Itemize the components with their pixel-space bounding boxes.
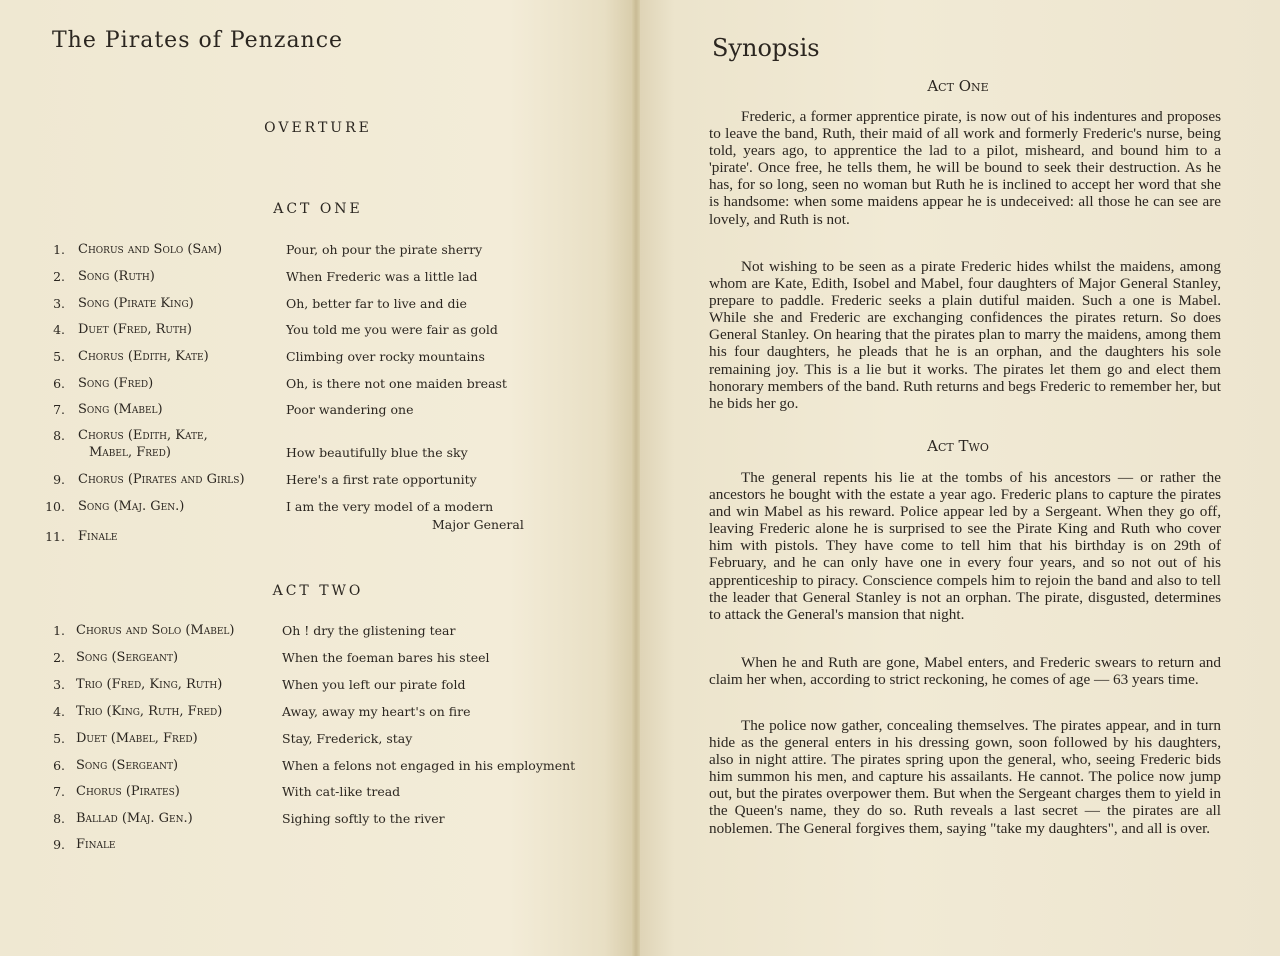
list-item [0,811,636,829]
item-number: 11. [45,529,65,544]
item-number: 1. [53,242,65,257]
item-number: 5. [53,731,65,746]
list-item [0,677,636,695]
synopsis-paragraph: Not wishing to be seen as a pirate Frederic hides whilst the maidens, among whom are Kate, Edith, Isobel and Mabel, four daughters of Major General Stanley, prepare to paddle. Frederic seeks a plain dutiful maiden. Such a one is Mabel. While she and Frederic are exchanging confidences the pirates return. So does General Stanley. On hearing that the pirates plan to marry the maidens, among them his four daughters, he pleads that he is an orphan, and the daughters his sole remaining joy. This is a lie but it works. The pirates let them go and elect them honorary members of the band. Ruth returns and begs Frederic to remember her, but he bids her go. [709,258,1221,412]
act-one-heading: ACT ONE [273,201,363,217]
item-name: Duet (Fred, Ruth) [78,322,192,337]
item-number: 3. [53,677,65,692]
item-number: 7. [53,784,65,799]
item-name: Chorus (Edith, Kate) [78,349,209,364]
list-item [0,269,636,287]
item-name: Song (Mabel) [78,402,163,417]
item-number: 8. [53,811,65,826]
item-song: Here's a first rate opportunity [286,472,477,487]
item-name: Chorus and Solo (Mabel) [76,623,235,638]
item-number: 7. [53,402,65,417]
item-name: Duet (Mabel, Fred) [76,731,198,746]
synopsis-paragraph: When he and Ruth are gone, Mabel enters, and Frederic swears to return and claim her when, according to strict reckoning, he comes of age — 63 years time. [709,654,1221,689]
list-item [0,529,636,547]
item-name: Trio (King, Ruth, Fred) [76,704,223,719]
item-name: Song (Maj. Gen.) [78,499,185,514]
item-name: Chorus and Solo (Sam) [78,242,223,257]
item-song: Away, away my heart's on fire [282,704,471,719]
item-song: I am the very model of a modern [286,499,494,514]
item-number: 9. [53,472,65,487]
item-number: 2. [53,650,65,665]
act-two-heading: ACT TWO [272,583,364,599]
item-name: Chorus (Pirates and Girls) [78,472,245,487]
item-song: When the foeman bares his steel [282,650,490,665]
item-name-continued: Mabel, Fred) [89,445,171,460]
list-item [0,376,636,394]
item-song: Oh, is there not one maiden breast [286,376,507,391]
item-song: Stay, Frederick, stay [282,731,413,746]
item-song: You told me you were fair as gold [286,322,498,337]
item-number: 1. [53,623,65,638]
synopsis-paragraph: Frederic, a former apprentice pirate, is now out of his indentures and proposes to leave the band, Ruth, their maid of all work and formerly Frederic's nurse, being told, years ago, to apprentice the lad to a pilot, misheard, and bound him to a 'pirate'. Once free, he tells them, he will be bound to seek their destruction. As he has, for so long, seen no woman but Ruth he is inclined to accept her word that she is handsome: when some maidens appear he is undeceived: all those he can see are lovely, and Ruth is not. [709,108,1221,228]
list-item-continued [0,445,636,463]
item-song: Poor wandering one [286,402,414,417]
item-number: 4. [53,704,65,719]
item-song: When Frederic was a little lad [286,269,478,284]
list-item [0,704,636,722]
list-item [0,623,636,641]
item-number: 8. [53,428,65,443]
item-name: Song (Fred) [78,376,154,391]
list-item [0,472,636,490]
item-name: Chorus (Pirates) [76,784,180,799]
item-name: Finale [78,529,118,544]
synopsis-paragraph: The police now gather, concealing themselves. The pirates appear, and in turn hide as the general enters in his dressing gown, soon followed by his daughters, also in night attire. The pirates spring upon the general, who, seeing Frederic bids him summon his men, and capture his assailants. He cannot. The police now jump out, but the pirates overpower them. But when the Sergeant charges them to yield in the Queen's name, they do so. Ruth reveals a last secret — the pirates are all noblemen. The General forgives them, saying "take my daughters", and all is over. [709,717,1221,837]
list-item [0,499,636,517]
act-two-label: Act Two [927,437,989,455]
item-name: Chorus (Edith, Kate, [78,428,208,443]
item-number: 5. [53,349,65,364]
item-name: Song (Ruth) [78,269,155,284]
list-item [0,296,636,314]
list-item [0,349,636,367]
item-song: Pour, oh pour the pirate sherry [286,242,483,257]
item-song: Climbing over rocky mountains [286,349,485,364]
act-one-label: Act One [927,77,989,95]
item-song: Sighing softly to the river [282,811,445,826]
overture-heading: OVERTURE [264,120,372,136]
item-name: Trio (Fred, King, Ruth) [76,677,223,692]
list-item [0,731,636,749]
item-song: How beautifully blue the sky [286,445,468,460]
item-name: Song (Sergeant) [76,758,179,773]
item-number: 6. [53,376,65,391]
item-song: Oh ! dry the glistening tear [282,623,456,638]
item-number: 9. [53,837,65,852]
item-song: When a felons not engaged in his employment [282,758,576,773]
item-number: 6. [53,758,65,773]
list-item [0,837,636,855]
list-item [0,650,636,668]
item-song: Oh, better far to live and die [286,296,467,311]
list-item [0,242,636,260]
item-song: When you left our pirate fold [282,677,466,692]
item-name: Ballad (Maj. Gen.) [76,811,193,826]
item-song: With cat-like tread [282,784,401,799]
list-item [0,428,636,446]
list-item [0,322,636,340]
list-item [0,784,636,802]
item-number: 4. [53,322,65,337]
list-item [0,402,636,420]
item-name: Song (Pirate King) [78,296,194,311]
item-number: 3. [53,296,65,311]
list-item [0,758,636,776]
item-name: Finale [76,837,116,852]
item-number: 10. [45,499,65,514]
synopsis-paragraph: The general repents his lie at the tombs of his ancestors — or rather the ancestors he bought with the estate a year ago. Frederic plans to capture the pirates and win Mabel as his reward. Police appear led by a Sergeant. When they go off, leaving Frederic alone he is surprised to see the Pirate King and Ruth who cover him with pistols. They have come to tell him that his birthday is on 29th of February, and he can only have one in every four years, and so not out of his apprenticeship to piracy. Conscience compels him to rejoin the band and also to tell the leader that General Stanley is not an orphan. The pirate, disgusted, determines to attack the General's mansion that night. [709,469,1221,623]
programme-title: The Pirates of Penzance [52,28,344,53]
item-song-continued: Major General [432,517,524,532]
synopsis-title: Synopsis [712,34,820,62]
item-number: 2. [53,269,65,284]
item-name: Song (Sergeant) [76,650,179,665]
